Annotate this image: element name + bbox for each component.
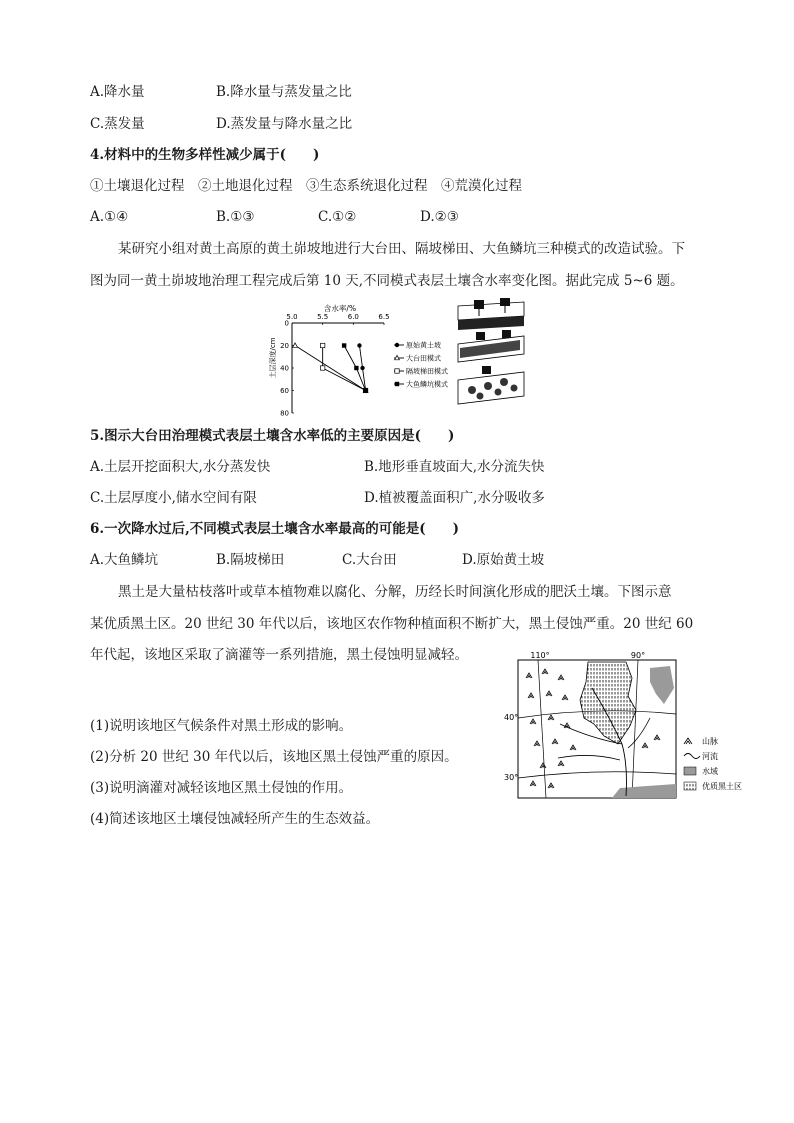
passage1-line1: 某研究小组对黄土高原的黄土峁坡地进行大台田、隔坡梯田、大鱼鳞坑三种模式的改造试验。下 [118, 241, 685, 257]
q5-stem: 5.图示大台田治理模式表层土壤含水率低的主要原因是( ) [90, 428, 455, 444]
legend-mountain-label: 山脉 [702, 737, 718, 746]
lon-90-label: 90° [630, 651, 646, 660]
q4-option-b: B.①③ [216, 209, 255, 225]
y-tick-label: 60 [280, 387, 289, 395]
series-line [323, 346, 366, 391]
y-tick-label: 40 [280, 364, 289, 373]
chart-point [293, 343, 298, 347]
q4-option-a: A.①④ [90, 209, 129, 225]
chart-point [395, 343, 399, 347]
y-tick-label: 0 [284, 319, 289, 328]
q4-option-c: C.①② [318, 209, 357, 225]
legend-blacksoil-label: 优质黑土区 [702, 782, 742, 791]
legend-label: 隔坡梯田模式 [406, 367, 448, 376]
q5-option-c: C.土层厚度小,储水空间有限 [90, 490, 257, 506]
legend-label: 大台田模式 [406, 354, 441, 363]
chart-point [357, 343, 361, 347]
chart-point [320, 366, 324, 370]
q4-items: ①土壤退化过程 ②土地退化过程 ③生态系统退化过程 ④荒漠化过程 [90, 178, 522, 194]
chart-point [354, 366, 358, 370]
lat-30-label: 30° [504, 773, 519, 782]
q5-option-b: B.地形垂直坡面大,水分流失快 [364, 459, 545, 475]
q6-option-d: D.原始黄土坡 [462, 552, 545, 568]
terrace-diagrams [458, 298, 524, 404]
subquestion-2: (2)分析 20 世纪 30 年代以后，该地区黑土侵蚀严重的原因。 [90, 749, 458, 765]
q6-option-b: B.隔坡梯田 [216, 552, 285, 568]
q3-option-b: B.降水量与蒸发量之比 [216, 84, 352, 100]
big-terrace-block [458, 330, 524, 362]
original-slope-block [458, 298, 524, 330]
soil-moisture-chart [262, 298, 526, 420]
q6-option-c: C.大台田 [342, 552, 397, 568]
lon-110-label: 110° [530, 651, 550, 660]
x-tick-label: 6.5 [378, 313, 390, 321]
passage1-line2: 图为同一黄土峁坡地治理工程完成后第 10 天,不同模式表层土壤含水率变化图。据此完成 5~6 题。 [90, 273, 684, 289]
mountain-icon [684, 738, 692, 744]
x-tick-label: 5.0 [286, 313, 298, 321]
subquestion-1: (1)说明该地区气候条件对黑土形成的影响。 [90, 718, 353, 734]
q5-option-a: A.土层开挖面积大,水分蒸发快 [90, 459, 271, 475]
passage2-line1: 黑土是大量枯枝落叶或草本植物难以腐化、分解，历经长时间演化形成的肥沃土壤。下图示意 [118, 584, 672, 600]
chart-xlabel: 含水率/% [323, 304, 357, 313]
q5-option-d: D.植被覆盖面积广,水分吸收多 [364, 490, 545, 506]
q3-option-c: C.蒸发量 [90, 116, 145, 132]
legend-water-label: 水域 [702, 767, 718, 776]
chart-point [360, 366, 364, 370]
chart-ylabel: 土层深度/cm [269, 337, 277, 379]
subquestion-3: (3)说明滴灌对减轻该地区黑土侵蚀的作用。 [90, 780, 353, 796]
map-legend [684, 736, 742, 791]
black-soil-icon [684, 782, 696, 790]
q4-option-d: D.②③ [420, 209, 459, 225]
y-tick-label: 20 [280, 342, 289, 350]
chart-point [395, 369, 399, 373]
chart-point [395, 382, 399, 386]
q3-option-d: D.蒸发量与降水量之比 [216, 116, 353, 132]
fish-scale-pit-block [458, 366, 524, 404]
x-tick-label: 5.5 [317, 313, 329, 321]
q4-stem: 4.材料中的生物多样性减少属于( ) [90, 147, 320, 163]
legend-label: 大鱼鳞坑模式 [406, 380, 448, 389]
legend-river-label: 河流 [702, 752, 718, 761]
passage2-line2: 某优质黑土区。20 世纪 30 年代以后，该地区农作物种植面积不断扩大，黑土侵蚀严重。20 世纪 60 [90, 616, 694, 632]
q6-option-a: A.大鱼鳞坑 [90, 552, 159, 568]
passage2-line3: 年代起，该地区采取了滴灌等一系列措施，黑土侵蚀明显减轻。 [90, 647, 468, 663]
chart-point [342, 343, 346, 347]
black-soil-map [500, 648, 762, 800]
water-icon [684, 767, 696, 775]
y-tick-label: 80 [280, 409, 289, 418]
q3-option-a: A.降水量 [90, 84, 145, 100]
subquestion-4: (4)简述该地区土壤侵蚀减轻所产生的生态效益。 [90, 811, 380, 827]
x-tick-label: 6.0 [347, 313, 359, 321]
chart-point [363, 388, 367, 392]
chart-point [320, 343, 324, 347]
lat-40-label: 40° [504, 713, 519, 722]
legend-label: 原始黄土坡 [406, 341, 441, 350]
river-icon [684, 754, 700, 759]
q6-stem: 6.一次降水过后,不同模式表层土壤含水率最高的可能是( ) [90, 521, 460, 537]
